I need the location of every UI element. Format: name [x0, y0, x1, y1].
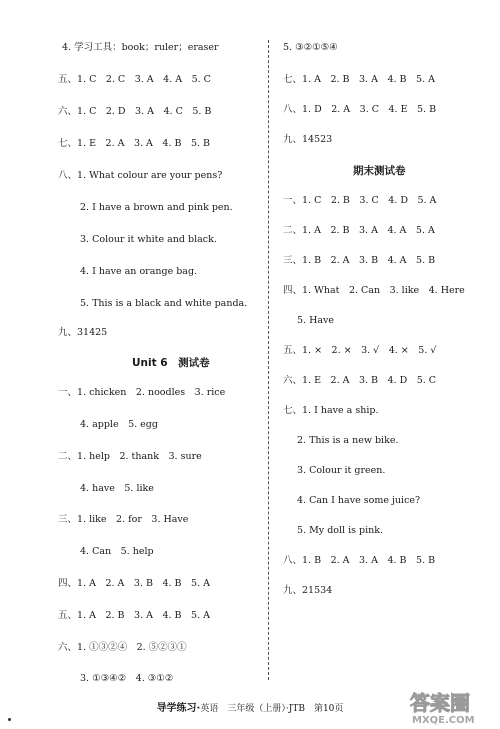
answer-line: 4. 学习工具：book；ruler；eraser: [62, 42, 219, 53]
answer-line: 六、1. C 2. D 3. A 4. C 5. B: [58, 106, 212, 117]
answer-line: 七、1. E 2. A 3. A 4. B 5. B: [58, 138, 211, 149]
answer-line: 二、1. help 2. thank 3. sure: [58, 451, 202, 462]
column-divider: [268, 40, 269, 680]
answer-line: 八、1. What colour are your pens?: [58, 170, 223, 181]
page-mark-dot: [8, 718, 11, 721]
answer-line: 二、1. A 2. B 3. A 4. A 5. A: [283, 225, 435, 236]
watermark-sub-text: MXQE.COM: [412, 715, 475, 726]
footer-text: 英语 三年级（上册）·JTB 第10页: [200, 704, 344, 714]
answer-line: 3. ①③④② 4. ③①②: [80, 673, 174, 684]
answer-line: 七、1. I have a ship.: [283, 405, 379, 416]
answer-line: 九、14523: [283, 134, 333, 145]
answer-line: 五、1. × 2. × 3. √ 4. × 5. √: [283, 345, 437, 356]
answer-line: 四、1. A 2. A 3. B 4. B 5. A: [58, 578, 210, 589]
answer-line: 一、1. C 2. B 3. C 4. D 5. A: [283, 195, 437, 206]
answer-line: 四、1. What 2. Can 3. like 4. Here: [283, 285, 465, 296]
answer-line: 4. have 5. like: [80, 483, 154, 494]
answer-line: 4. Can I have some juice?: [297, 495, 421, 506]
answer-line: 5. ③②①⑤④: [283, 42, 338, 53]
answer-line: 一、1. chicken 2. noodles 3. rice: [58, 387, 226, 398]
answer-line: 3. Colour it green.: [297, 465, 386, 476]
answer-line: 5. My doll is pink.: [297, 525, 384, 536]
answer-line: 2. I have a brown and pink pen.: [80, 202, 233, 213]
answer-line: 八、1. B 2. A 3. A 4. B 5. B: [283, 555, 436, 566]
answer-line: 3. Colour it white and black.: [80, 234, 217, 245]
answer-line: 九、21534: [283, 585, 333, 596]
section-heading-final-test: 期末测试卷: [353, 165, 406, 177]
section-heading-unit6: Unit 6 测试卷: [132, 357, 210, 369]
answer-line: 5. Have: [297, 315, 335, 326]
answer-line: 三、1. like 2. for 3. Have: [58, 514, 189, 525]
answer-line: 六、1. ①③②④ 2. ⑤②③①: [58, 642, 187, 653]
answer-line: 八、1. D 2. A 3. C 4. E 5. B: [283, 104, 437, 115]
answer-line: 2. This is a new bike.: [297, 435, 399, 446]
answer-line: 五、1. A 2. B 3. A 4. B 5. A: [58, 610, 210, 621]
answer-line: 4. I have an orange bag.: [80, 266, 198, 277]
answer-line: 五、1. C 2. C 3. A 4. A 5. C: [58, 74, 211, 85]
answer-line: 4. Can 5. help: [80, 546, 154, 557]
answer-line: 九、31425: [58, 327, 108, 338]
answer-line: 5. This is a black and white panda.: [80, 298, 248, 309]
footer-brand: 导学练习·: [156, 703, 201, 714]
watermark-logo: [408, 686, 494, 726]
answer-line: 六、1. E 2. A 3. B 4. D 5. C: [283, 375, 437, 386]
answer-line: 三、1. B 2. A 3. B 4. A 5. B: [283, 255, 436, 266]
answer-line: 七、1. A 2. B 3. A 4. B 5. A: [283, 74, 435, 85]
answer-line: 4. apple 5. egg: [80, 419, 158, 430]
watermark-main-text: 答案圈: [410, 691, 470, 715]
